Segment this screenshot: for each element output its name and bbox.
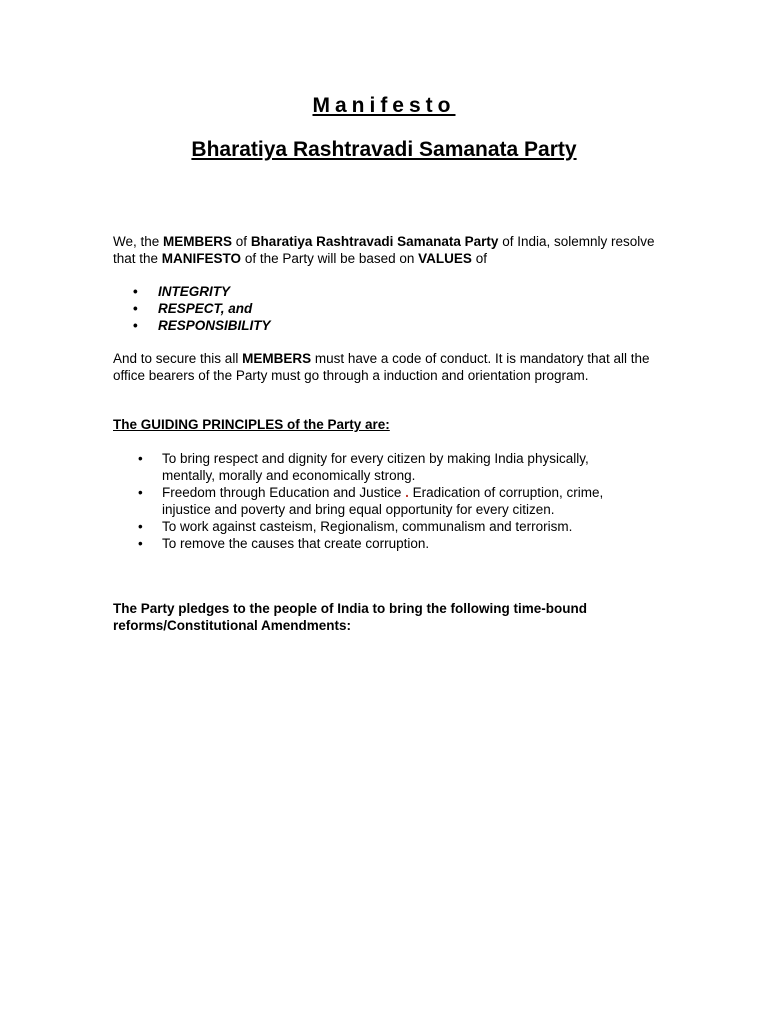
page-title: Manifesto: [312, 94, 456, 117]
list-item: • RESPONSIBILITY: [113, 317, 271, 334]
conduct-text: And to secure this all: [113, 351, 243, 366]
intro-values: VALUES: [418, 251, 472, 266]
list-item: • To remove the causes that create corruption.: [113, 535, 633, 552]
guiding-principles-list: [113, 450, 633, 552]
principle-dot: .: [405, 485, 409, 500]
intro-text: of the Party will be based on: [241, 251, 419, 266]
conduct-members: MEMBERS: [242, 351, 312, 366]
guiding-principles-heading: The GUIDING PRINCIPLES of the Party are:: [113, 417, 390, 432]
values-list: [113, 283, 271, 334]
intro-paragraph: [113, 233, 658, 267]
list-item: [113, 484, 633, 518]
list-item: • INTEGRITY: [113, 283, 271, 300]
principle-text: Freedom through Education and Justice: [162, 485, 406, 500]
pledge-paragraph: The Party pledges to the people of India to bring the following time-bound reforms/Constitutional Amendments:: [113, 601, 587, 633]
intro-text: of: [232, 234, 251, 249]
principle-text: Eradication of corruption, crime, injustice and poverty and bring equal opportunity for every citizen.: [162, 485, 604, 517]
list-item: • To work against casteism, Regionalism, communalism and terrorism.: [113, 518, 633, 535]
intro-manifesto: MANIFESTO: [161, 251, 242, 266]
conduct-paragraph: [113, 350, 658, 384]
conduct-text: must have a code of conduct. It is mandatory that all the office bearers of the Party must go through a induction and orientation program.: [113, 351, 650, 383]
list-item: • RESPECT, and: [113, 300, 271, 317]
intro-text: We, the: [113, 234, 164, 249]
intro-members: MEMBERS: [163, 234, 233, 249]
list-item: • To bring respect and dignity for every citizen by making India physically, mentally, morally and economically strong.: [113, 450, 633, 484]
party-name-heading: Bharatiya Rashtravadi Samanata Party: [191, 138, 577, 161]
intro-text: of India, solemnly resolve that the: [113, 234, 655, 266]
intro-text: of: [471, 251, 487, 266]
intro-party-name: Bharatiya Rashtravadi Samanata Party: [250, 234, 499, 249]
